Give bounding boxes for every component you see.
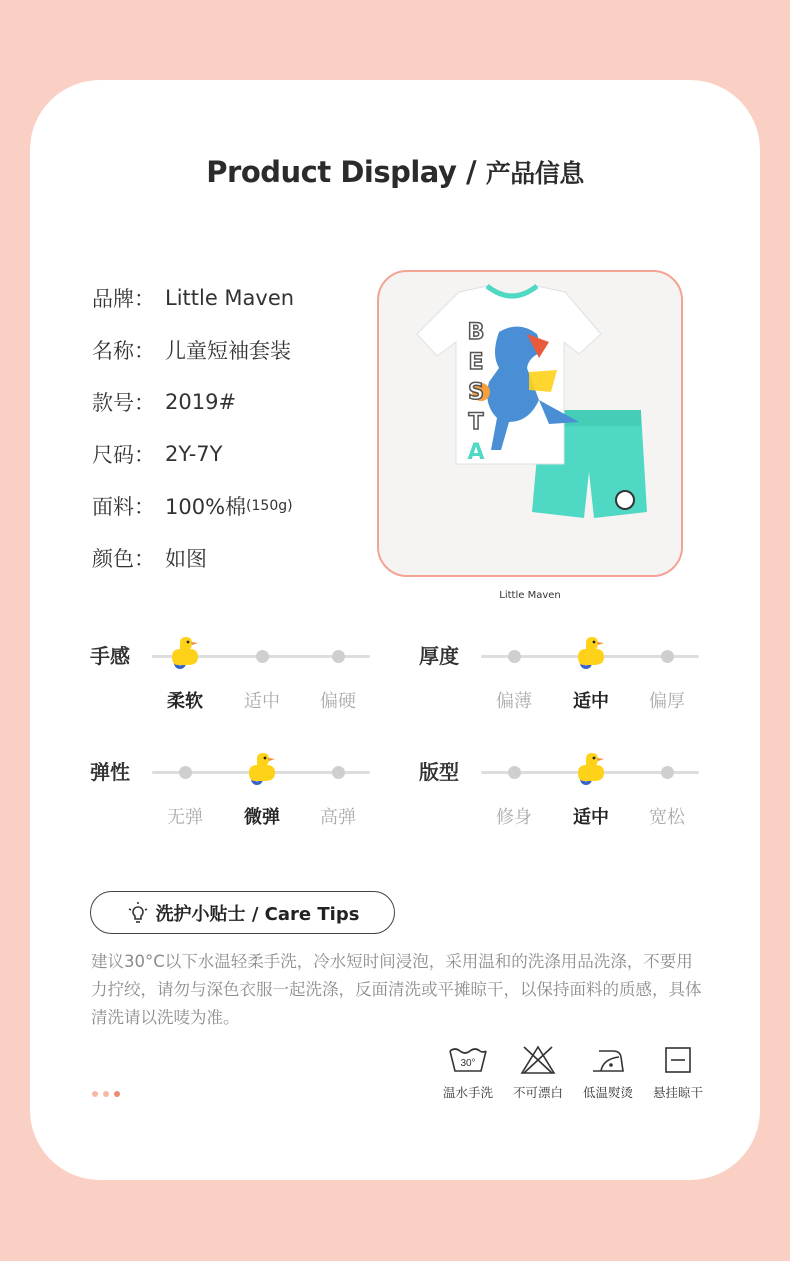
care-label: 温水手洗 xyxy=(442,1085,493,1100)
care-item-no-bleach xyxy=(503,1045,573,1101)
tshirt-print-letters xyxy=(463,318,489,468)
rating-option: 偏薄 xyxy=(496,691,532,712)
print-letter: S xyxy=(468,380,484,405)
spec-key: 面料： xyxy=(92,495,155,519)
photo-caption: Little Maven xyxy=(499,590,561,601)
dot xyxy=(92,1091,98,1097)
spec-value: 儿童短袖套装 xyxy=(165,339,291,363)
rating-option: 修身 xyxy=(496,807,532,828)
spec-value: Little Maven xyxy=(165,286,295,310)
spec-value: 2Y-7Y xyxy=(165,442,223,466)
title-cn: 产品信息 xyxy=(485,159,584,188)
care-label: 不可漂白 xyxy=(512,1085,563,1100)
title-separator: / xyxy=(456,155,486,189)
spec-key: 颜色： xyxy=(92,547,155,571)
spec-key: 品牌： xyxy=(92,287,155,311)
wash-30-icon xyxy=(448,1045,488,1075)
rating-1 xyxy=(419,641,709,721)
page-title xyxy=(0,154,790,190)
rating-dot xyxy=(256,650,269,663)
spec-extra: (150g) xyxy=(246,498,293,514)
spec-value: 2019# xyxy=(165,390,237,414)
rating-option: 适中 xyxy=(573,691,609,712)
spec-value: 100%棉 xyxy=(165,495,247,519)
title-en: Product Display xyxy=(206,155,457,189)
spec-row-style-no xyxy=(92,376,294,428)
rating-dot xyxy=(332,650,345,663)
rating-option: 柔软 xyxy=(167,691,203,712)
care-icon-row xyxy=(433,1045,713,1101)
spec-row-name xyxy=(92,324,294,376)
spec-value: 如图 xyxy=(165,547,207,571)
care-label: 悬挂晾干 xyxy=(652,1085,703,1100)
wash-temp-mark: 30° xyxy=(460,1058,476,1069)
rating-dot xyxy=(661,766,674,779)
care-label: 低温熨烫 xyxy=(582,1085,633,1100)
spec-key: 尺码： xyxy=(92,443,155,467)
rating-label: 厚度 xyxy=(419,644,459,668)
rating-dot xyxy=(508,766,521,779)
rating-label: 手感 xyxy=(90,644,130,668)
rating-label: 弹性 xyxy=(90,760,130,784)
lightbulb-icon xyxy=(126,901,150,925)
rating-option: 偏厚 xyxy=(649,691,685,712)
care-tips-label: 洗护小贴士 / Care Tips xyxy=(155,903,360,925)
duck-icon xyxy=(168,635,202,673)
hang-dry-icon xyxy=(663,1045,693,1075)
no-bleach-icon xyxy=(520,1045,556,1075)
spec-list xyxy=(92,272,294,584)
page-dots xyxy=(92,1091,120,1097)
product-photo xyxy=(377,270,683,577)
rating-option: 适中 xyxy=(573,807,609,828)
print-letter: E xyxy=(468,350,484,375)
rating-dot xyxy=(179,766,192,779)
rating-option: 无弹 xyxy=(167,807,203,828)
spec-row-fabric xyxy=(92,480,294,532)
duck-icon xyxy=(574,751,608,789)
care-item-hand-wash xyxy=(433,1045,503,1101)
spec-row-size xyxy=(92,428,294,480)
rating-option: 高弹 xyxy=(320,807,356,828)
print-letter: A xyxy=(467,440,485,465)
dot xyxy=(114,1091,120,1097)
rating-dot xyxy=(508,650,521,663)
rating-option: 宽松 xyxy=(649,807,685,828)
print-letter: T xyxy=(468,410,484,435)
care-item-hang-dry xyxy=(643,1045,713,1101)
rating-dot xyxy=(661,650,674,663)
care-tips-pill xyxy=(90,891,395,934)
tshirt-shorts-illustration xyxy=(379,272,683,577)
care-item-low-iron xyxy=(573,1045,643,1101)
spec-key: 名称： xyxy=(92,339,155,363)
spec-key: 款号： xyxy=(92,391,155,415)
duck-icon xyxy=(574,635,608,673)
rating-option: 适中 xyxy=(244,691,280,712)
rating-label: 版型 xyxy=(419,760,459,784)
low-iron-icon xyxy=(589,1045,627,1075)
rating-0 xyxy=(90,641,380,721)
spec-row-color xyxy=(92,532,294,584)
spec-row-brand xyxy=(92,272,294,324)
rating-2 xyxy=(90,757,380,837)
rating-option: 偏硬 xyxy=(320,691,356,712)
rating-3 xyxy=(419,757,709,837)
care-description: 建议30°C以下水温轻柔手洗，冷水短时间浸泡，采用温和的洗涤用品洗涤，不要用力拧绞，请勿与深色衣服一起洗涤，反面清洗或平摊晾干，以保持面料的质感，具体清洗请以洗唛为准。 xyxy=(91,952,702,1027)
duck-icon xyxy=(245,751,279,789)
dot xyxy=(103,1091,109,1097)
rating-dot xyxy=(332,766,345,779)
rating-option: 微弹 xyxy=(244,807,280,828)
print-letter: B xyxy=(467,320,485,345)
